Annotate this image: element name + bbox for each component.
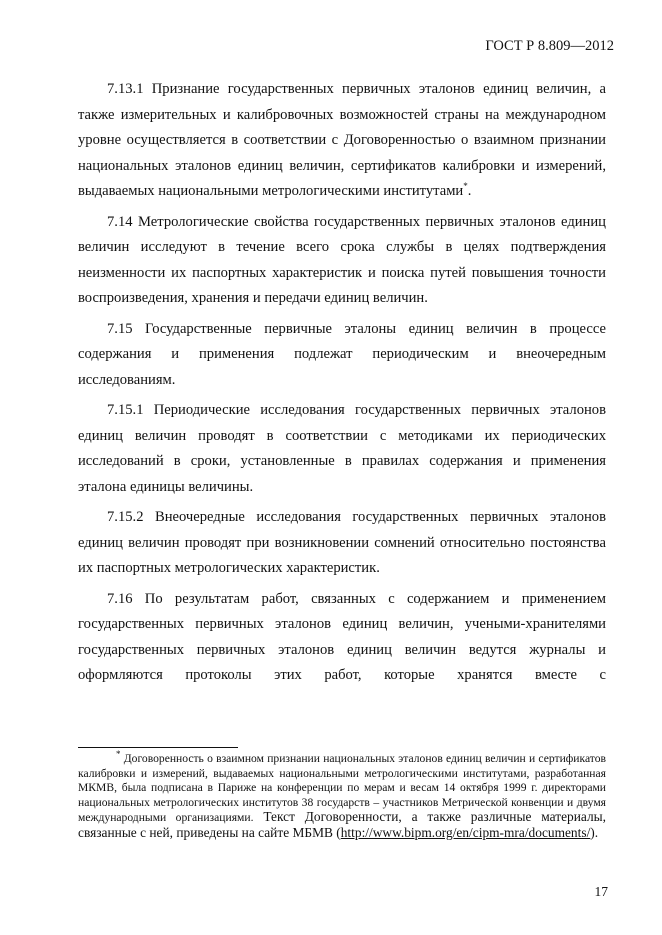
footnote-mark: * (463, 181, 468, 192)
footnote-end: ). (590, 824, 599, 840)
document-header: ГОСТ Р 8.809—2012 (485, 38, 614, 54)
footnote-site-text: Текст Договоренности, а также различные материалы, связанные с ней, приведены на сайте МБМВ ( (78, 809, 606, 840)
paragraph-7-13-1 (78, 77, 606, 205)
footnote-mark: * (116, 749, 121, 760)
bipm-link[interactable]: http://www.bipm.org/en/cipm-mra/documents/ (340, 824, 591, 840)
footnote-text: Договоренность о взаимном признании национальных эталонов единиц величин и сертификатов калибровки и измерений, выдаваемых национальными метрологическими институтами, разработанная МКМВ, была подписана в Париже на конференции по мерам и весам 14 октября 1999 г. директорами национальных метрологических институтов 38 государств – участников Метрической конвенции и двумя международными организациями. (78, 752, 606, 825)
paragraph-text: 7.13.1 Признание государственных первичных эталонов единиц величин, а также измерительных и калибровочных возможностей страны на международном уровне осуществляется в соответствии с Договоренностью о взаимном признании национальных эталонов единиц величин, сертификатов калибровки и измерений, выдаваемых национальными метрологическими институтами (78, 81, 606, 199)
paragraph-7-15-2: 7.15.2 Внеочередные исследования государственных первичных эталонов единиц величин проводят при возникновении сомнений относительно постоянства их паспортных метрологических характеристик. (78, 509, 606, 576)
paragraph-7-15-1: 7.15.1 Периодические исследования государственных первичных эталонов единиц величин проводят в соответствии с методиками их периодических исследований в сроки, установленные в правилах содержания и применения эталона единицы величины. (78, 402, 606, 495)
paragraph-7-16: 7.16 По результатам работ, связанных с содержанием и применением государственных первичных эталонов единиц величин, учеными-хранителями государственных первичных эталонов единиц величин ведутся журналы и оформляются протоколы этих работ, которые хранятся вместе с (78, 590, 606, 683)
document-body (78, 77, 606, 694)
paragraph-7-15: 7.15 Государственные первичные эталоны единиц величин в процессе содержания и применения подлежат периодическим и внеочередным исследованиям. (78, 320, 606, 388)
footnote (78, 749, 606, 842)
footnote-separator (78, 747, 238, 748)
page-number: 17 (594, 884, 608, 899)
paragraph-end: . (467, 183, 472, 199)
paragraph-7-14: 7.14 Метрологические свойства государственных первичных эталонов единиц величин исследуют в течение всего срока службы в целях подтверждения неизменности их паспортных характеристик и поиска путей повышения точности воспроизведения, хранения и передачи единиц величин. (78, 213, 606, 306)
